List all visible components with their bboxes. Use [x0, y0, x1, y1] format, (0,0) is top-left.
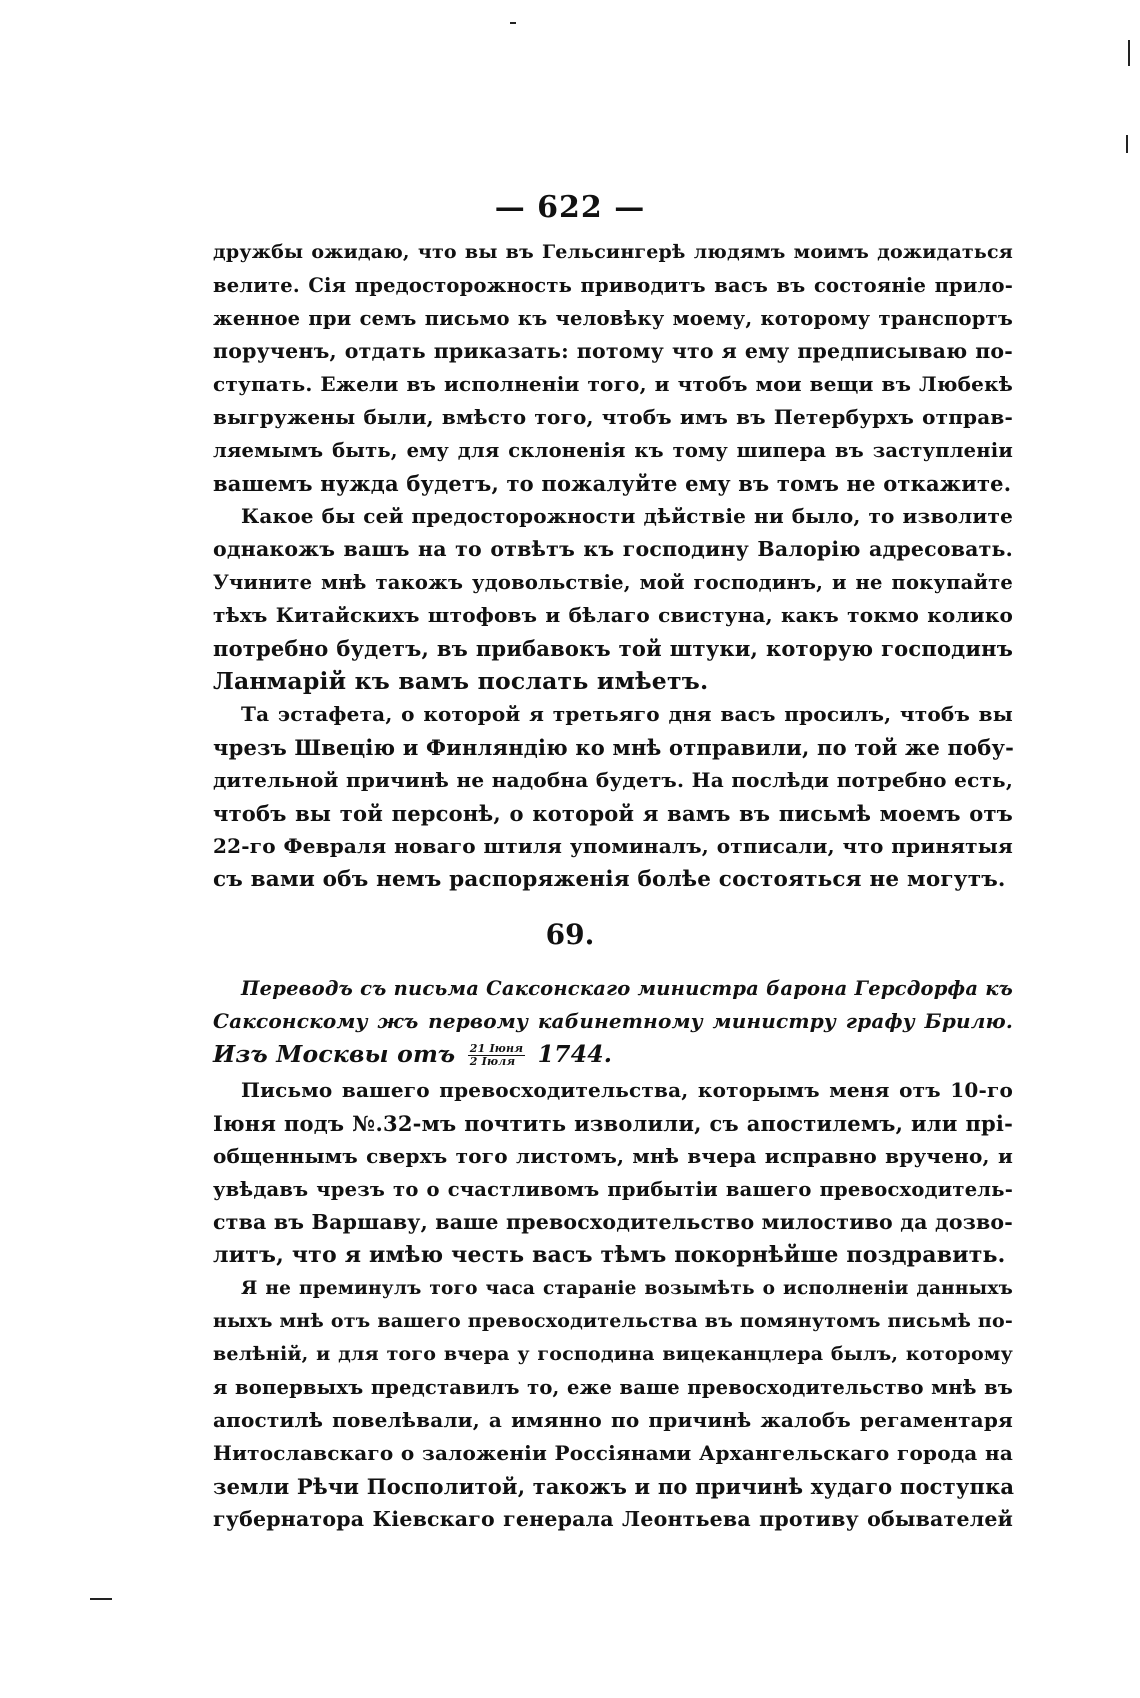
- heading-line: Переводъ съ письма Саксонскаго министра барона Герсдорфа къ: [241, 977, 1013, 1000]
- text-line: съ вами объ немъ распоряженія болѣе состояться не могутъ.: [213, 867, 1006, 892]
- scan-mark-right-1: [1128, 40, 1130, 66]
- heading-place: Изъ Москвы отъ: [213, 1040, 456, 1068]
- text-line: Какое бы сей предосторожности дѣйствіе ни было, то изволите: [241, 504, 1013, 528]
- scan-mark-right-2: [1126, 135, 1128, 153]
- text-line: женное при семъ письмо къ человѣку моему, которому транспортъ: [213, 307, 1013, 330]
- text-line: однакожъ вашъ на то отвѣтъ къ господину Валорію адресовать.: [213, 537, 1013, 561]
- heading-line: Саксонскому жъ первому кабинетному министру графу Брилю.: [213, 1009, 1013, 1033]
- text-line: я вопервыхъ представилъ то, еже ваше превосходительство мнѣ въ: [213, 1376, 1013, 1399]
- text-line: Ланмарій къ вамъ послать имѣетъ.: [213, 667, 709, 695]
- text-line: губернатора Кіевскаго генерала Леонтьева противу обывателей: [213, 1507, 1013, 1531]
- text-line: общеннымъ сверхъ того листомъ, мнѣ вчера исправно вручено, и: [213, 1144, 1013, 1168]
- text-line: 22-го Февраля новаго штиля упоминалъ, отписали, что принятыя: [213, 834, 1013, 858]
- text-line: увѣдавъ чрезъ то о счастливомъ прибытіи вашего превосходитель-: [213, 1178, 1013, 1201]
- text-line: земли Рѣчи Посполитой, такожъ и по причинѣ худаго поступка: [213, 1474, 1015, 1499]
- text-line: Учините мнѣ такожъ удовольствіе, мой господинъ, и не покупайте: [213, 571, 1013, 594]
- scan-mark-top: [510, 22, 516, 24]
- text-line: порученъ, отдать приказать: потому что я ему предписываю по-: [213, 339, 1013, 363]
- text-line: потребно будетъ, въ прибавокъ той штуки, которую господинъ: [213, 636, 1013, 661]
- text-line: Іюня подъ №.32-мъ почтить изволили, съ апостилемъ, или прі-: [213, 1111, 1013, 1136]
- text-line: ляемымъ быть, ему для склоненія къ тому шипера въ заступленіи: [213, 439, 1013, 462]
- date-fraction: [468, 1043, 525, 1068]
- text-line: Письмо вашего превосходительства, которымъ меня отъ 10-го: [241, 1078, 1013, 1102]
- text-line: тѣхъ Китайскихъ штофовъ и бѣлаго свистуна, какъ токмо колико: [213, 603, 1013, 627]
- text-line: дительной причинѣ не надобна будетъ. На послѣди потребно есть,: [213, 768, 1013, 792]
- text-line: апостилѣ повелѣвали, а имянно по причинѣ жалобъ регаментаря: [213, 1408, 1013, 1432]
- heading-date-line: [213, 1038, 1013, 1071]
- text-line: дружбы ожидаю, что вы въ Гельсингерѣ людямъ моимъ дожидаться: [213, 241, 1013, 263]
- text-line: Та эстафета, о которой я третьяго дня васъ просилъ, чтобъ вы: [241, 702, 1013, 726]
- text-line: литъ, что я имѣю честь васъ тѣмъ покорнѣйше поздравить.: [213, 1242, 1006, 1268]
- date-top: 21 Іюня: [469, 1042, 524, 1055]
- section-2: [213, 1074, 1013, 1536]
- date-bottom: 2 Іюля: [469, 1055, 516, 1068]
- heading-year: 1744.: [537, 1040, 613, 1068]
- section-1: [213, 236, 1013, 896]
- text-line: выгружены были, вмѣсто того, чтобъ имъ въ Петербурхъ отправ-: [213, 405, 1013, 429]
- text-line: вашемъ нужда будетъ, то пожалуйте ему въ томъ не откажите.: [213, 471, 1012, 496]
- scan-mark-bottom-left: [90, 1598, 112, 1600]
- document-heading: [213, 972, 1013, 1071]
- text-line: ства въ Варшаву, ваше превосходительство милостиво да дозво-: [213, 1210, 1013, 1234]
- text-line: велѣній, и для того вчера у господина вицеканцлера былъ, которому: [213, 1343, 1013, 1365]
- text-line: ныхъ мнѣ отъ вашего превосходительства въ помянутомъ письмѣ по-: [213, 1310, 1013, 1332]
- text-line: велите. Сія предосторожность приводитъ васъ въ состояніе прило-: [213, 274, 1013, 297]
- text-line: чрезъ Швецію и Финляндію ко мнѣ отправили, по той же побу-: [213, 735, 1015, 760]
- text-line: чтобъ вы той персонѣ, о которой я вамъ въ письмѣ моемъ отъ: [213, 801, 1013, 826]
- document-number: 69.: [545, 918, 595, 951]
- text-line: ступать. Ежели въ исполненіи того, и чтобъ мои вещи въ Любекѣ: [213, 372, 1013, 396]
- text-line: Нитославскаго о заложеніи Россіянами Архангельскаго города на: [213, 1441, 1013, 1465]
- text-line: Я не преминулъ того часа стараніе возымѣть о исполненіи данныхъ: [241, 1278, 1013, 1299]
- page-number: — 622 —: [494, 190, 646, 225]
